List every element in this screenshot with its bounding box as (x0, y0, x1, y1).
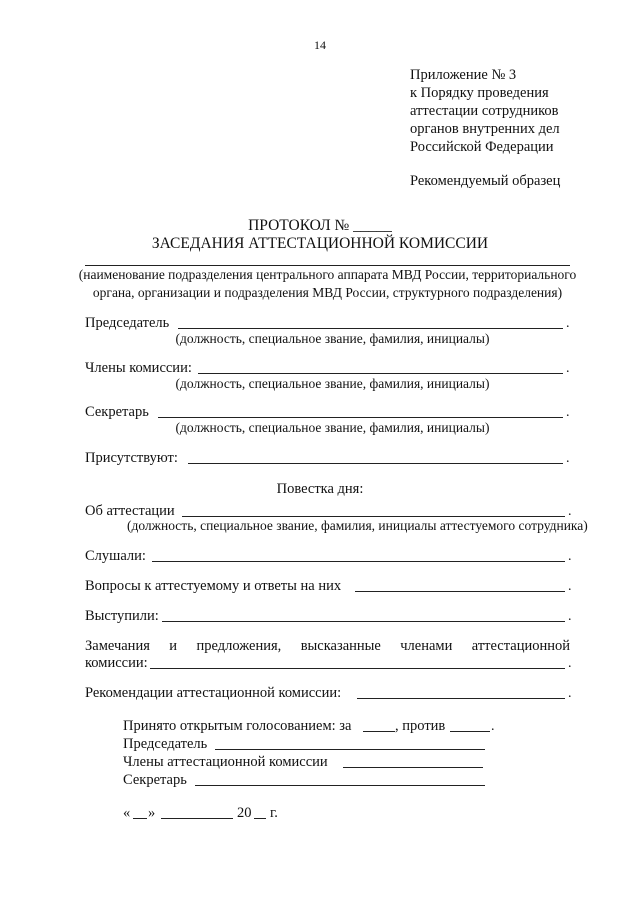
recommendations-period: . (568, 686, 572, 701)
remarks-line-1 (85, 636, 570, 656)
heard-period: . (568, 549, 572, 564)
date-day-field[interactable] (133, 818, 147, 819)
spoke-field[interactable] (162, 621, 565, 622)
chairman-hint: (должность, специальное звание, фамилия, инициалы) (175, 331, 490, 346)
date-year-prefix: 20 (237, 805, 252, 821)
voting-chairman-label: Председатель (123, 736, 208, 752)
voting-period: . (491, 719, 495, 734)
voting-secretary-signature[interactable] (195, 785, 485, 786)
unit-caption-line-2: органа, организации и подразделения МВД России, структурного подразделения) (92, 285, 563, 300)
chairman-label: Председатель (85, 315, 170, 331)
date-close-quote: » (148, 805, 156, 821)
questions-label: Вопросы к аттестуемому и ответы на них (85, 578, 342, 594)
appendix-line-1: Приложение № 3 (410, 67, 517, 83)
appendix-line-5: Российской Федерации (410, 139, 554, 155)
votes-against-field[interactable] (450, 731, 490, 732)
appendix-line-4: органов внутренних дел (410, 121, 560, 137)
chairman-field[interactable] (178, 328, 563, 329)
voting-secretary-label: Секретарь (123, 772, 187, 788)
members-label: Члены комиссии: (85, 360, 192, 376)
commission-title: ЗАСЕДАНИЯ АТТЕСТАЦИОННОЙ КОМИССИИ (151, 235, 489, 252)
recommendations-field[interactable] (357, 698, 565, 699)
members-hint: (должность, специальное звание, фамилия, инициалы) (175, 376, 490, 391)
voting-members-label: Члены аттестационной комиссии (123, 754, 328, 770)
remarks-period: . (568, 656, 572, 671)
present-period: . (566, 451, 570, 466)
votes-for-field[interactable] (363, 731, 395, 732)
about-label: Об аттестации (85, 503, 175, 519)
spoke-period: . (568, 609, 572, 624)
date-year-field[interactable] (254, 818, 266, 819)
chairman-period: . (566, 316, 570, 331)
questions-period: . (568, 579, 572, 594)
secretary-field[interactable] (158, 417, 563, 418)
unit-caption-line-1: (наименование подразделения центрального аппарата МВД России, территориального (78, 267, 577, 282)
voting-members-signature[interactable] (343, 767, 483, 768)
remarks-word-6: аттестационной (471, 638, 570, 654)
date-year-suffix: г. (270, 805, 278, 821)
spoke-label: Выступили: (85, 608, 159, 624)
questions-field[interactable] (355, 591, 565, 592)
date-month-field[interactable] (161, 818, 233, 819)
voting-chairman-signature[interactable] (215, 749, 485, 750)
sample-label: Рекомендуемый образец (410, 173, 561, 189)
remarks-word-4: высказанные (300, 638, 381, 654)
heard-field[interactable] (152, 561, 565, 562)
recommendations-label: Рекомендации аттестационной комиссии: (85, 685, 342, 701)
page-number: 14 (314, 38, 326, 52)
remarks-word-5: членами (400, 638, 453, 654)
present-label: Присутствуют: (85, 450, 178, 466)
accepted-label: Принято открытым голосованием: за (123, 718, 352, 734)
against-label: , против (395, 718, 446, 734)
remarks-line-2-label: комиссии: (85, 655, 148, 671)
secretary-hint: (должность, специальное звание, фамилия, инициалы) (175, 420, 490, 435)
remarks-field[interactable] (150, 668, 565, 669)
present-field[interactable] (188, 463, 563, 464)
about-hint: (должность, специальное звание, фамилия, инициалы аттестуемого сотрудника) (127, 518, 588, 533)
secretary-period: . (566, 405, 570, 420)
remarks-word-1: Замечания (85, 638, 150, 654)
date-open-quote: « (123, 805, 131, 821)
members-period: . (566, 361, 570, 376)
heard-label: Слушали: (85, 548, 146, 564)
secretary-label: Секретарь (85, 404, 149, 420)
remarks-word-3: предложения, (196, 638, 282, 654)
appendix-line-2: к Порядку проведения (410, 85, 549, 101)
protocol-title: ПРОТОКОЛ № _____ (248, 217, 392, 234)
appendix-line-3: аттестации сотрудников (410, 103, 559, 119)
members-field[interactable] (198, 373, 563, 374)
about-period: . (568, 504, 572, 519)
agenda-heading: Повестка дня: (276, 481, 364, 497)
remarks-word-2: и (169, 638, 178, 654)
